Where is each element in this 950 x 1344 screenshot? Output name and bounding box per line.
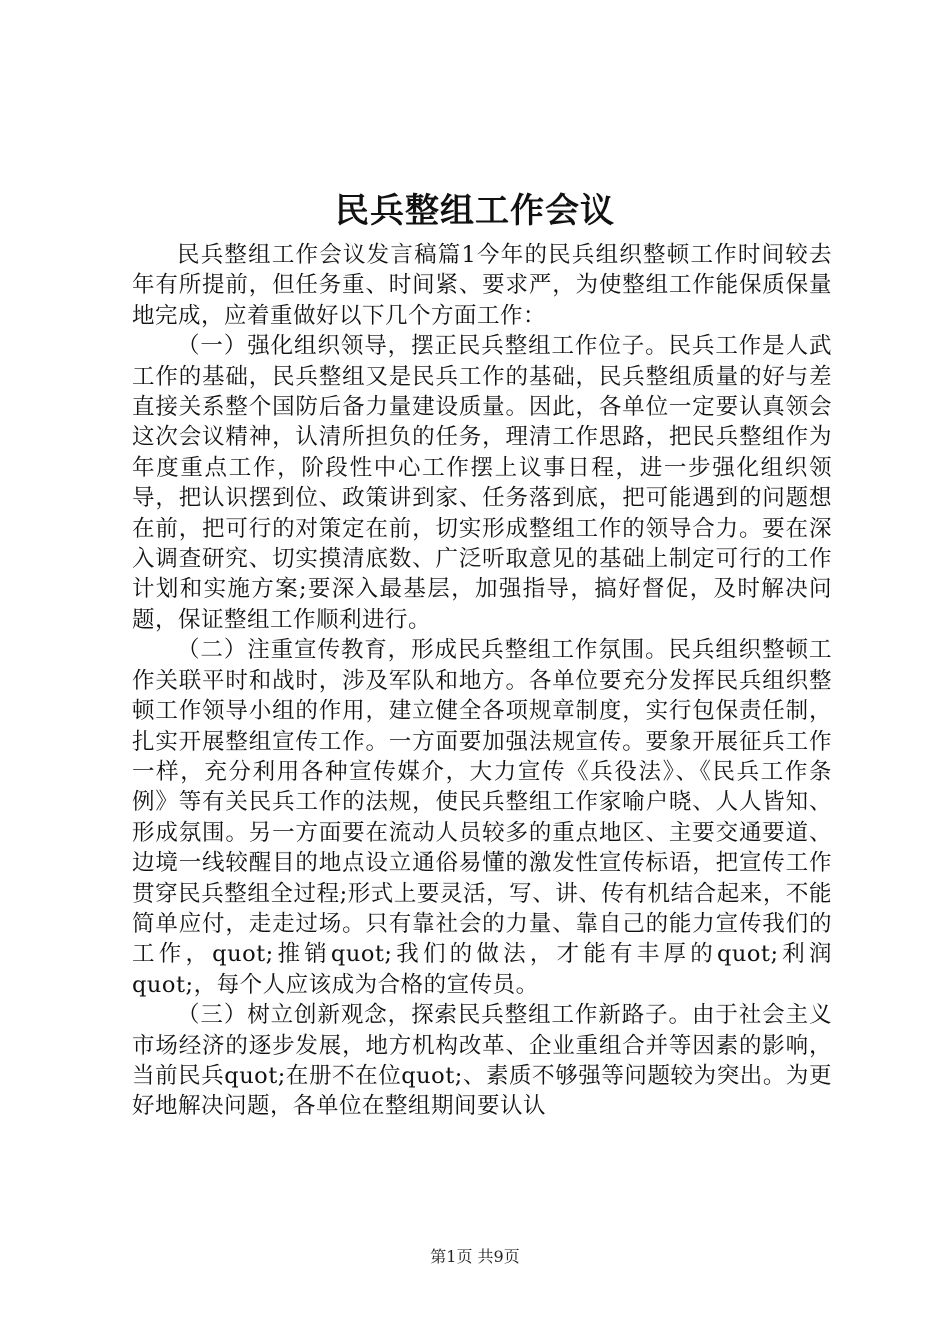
paragraph-intro: 民兵整组工作会议发言稿篇1今年的民兵组织整顿工作时间较去年有所提前，但任务重、时间紧、要求严，为使整组工作能保质保量地完成，应着重做好以下几个方面工作： bbox=[132, 242, 832, 329]
document-body bbox=[132, 240, 832, 1122]
paragraph-section-3: （三）树立创新观念，探索民兵整组工作新路子。由于社会主义市场经济的逐步发展，地方机构改革、企业重组合并等因素的影响，当前民兵quot;在册不在位quot;、素质不够强等问题较为突出。为更好地解决问题，各单位在整组期间要认认 bbox=[132, 1002, 832, 1120]
paragraph-section-2: （二）注重宣传教育，形成民兵整组工作氛围。民兵组织整顿工作关联平时和战时，涉及军队和地方。各单位要充分发挥民兵组织整顿工作领导小组的作用，建立健全各项规章制度，实行包保责任制，扎实开展整组宣传工作。一方面要加强法规宣传。要象开展征兵工作一样，充分利用各种宣传媒介，大力宣传《兵役法》、《民兵工作条例》等有关民兵工作的法规，使民兵整组工作家喻户晓、人人皆知、形成氛围。另一方面要在流动人员较多的重点地区、主要交通要道、边境一线较醒目的地点设立通俗易懂的激发性宣传标语，把宣传工作贯穿民兵整组全过程;形式上要灵活，写、讲、传有机结合起来，不能简单应付，走走过场。只有靠社会的力量、靠自己的能力宣传我们的工作，quot;推销quot;我们的做法，才能有丰厚的quot;利润quot;，每个人应该成为合格的宣传员。 bbox=[132, 637, 832, 998]
page-number-footer: 第1页 共9页 bbox=[430, 1247, 520, 1266]
paragraph-section-1: （一）强化组织领导，摆正民兵整组工作位子。民兵工作是人武工作的基础，民兵整组又是民兵工作的基础，民兵整组质量的好与差直接关系整个国防后备力量建设质量。因此，各单位一定要认真领会这次会议精神，认清所担负的任务，理清工作思路，把民兵整组作为年度重点工作，阶段性中心工作摆上议事日程，进一步强化组织领导，把认识摆到位、政策讲到家、任务落到底，把可能遇到的问题想在前，把可行的对策定在前，切实形成整组工作的领导合力。要在深入调查研究、切实摸清底数、广泛听取意见的基础上制定可行的工作计划和实施方案;要深入最基层，加强指导，搞好督促，及时解决问题，保证整组工作顺利进行。 bbox=[132, 333, 832, 633]
document-title: 民兵整组工作会议 bbox=[335, 191, 615, 231]
